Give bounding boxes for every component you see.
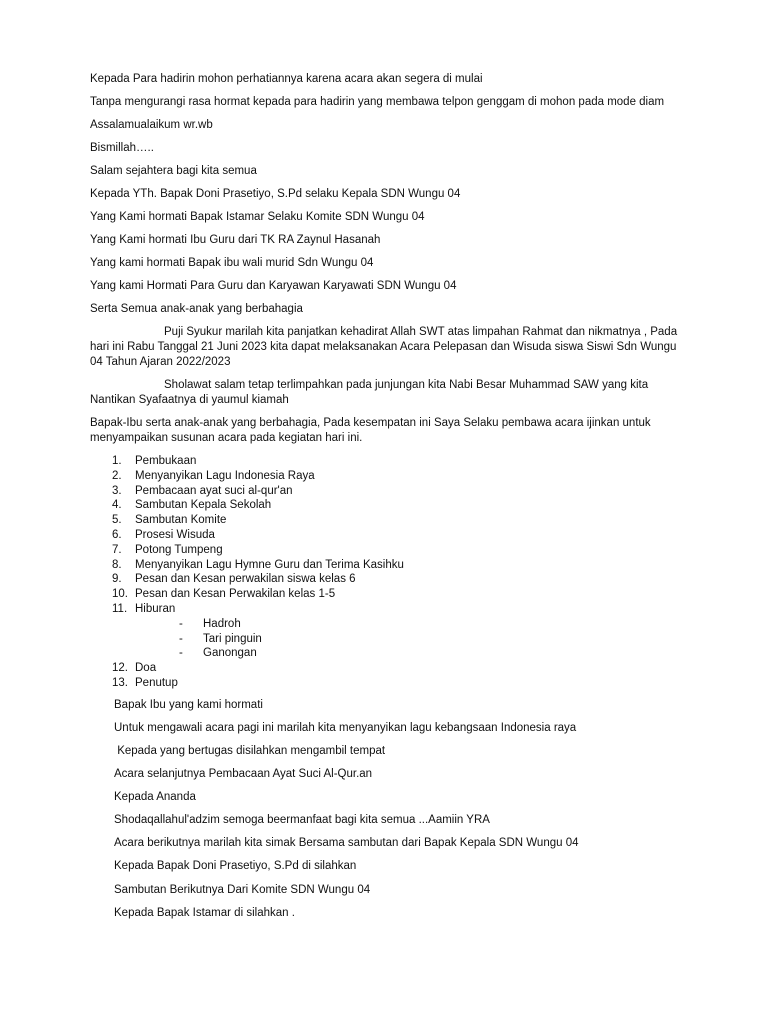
closing-paragraph: Bapak Ibu yang kami hormati [114,698,263,711]
agenda-number: 12. [112,662,128,675]
agenda-label: Hiburan [135,602,176,615]
agenda-item [90,558,680,573]
closing-paragraph: Sambutan Berikutnya Dari Komite SDN Wungu 04 [114,883,371,896]
agenda-label: Doa [135,662,157,675]
agenda-label: Pesan dan Kesan Perwakilan kelas 1-5 [135,588,336,601]
closing-section [114,698,680,921]
hiburan-label: Ganongan [203,647,257,660]
agenda-number: 7. [112,543,122,556]
hiburan-item [135,617,680,632]
intro-paragraph: Tanpa mengurangi rasa hormat kepada para hadirin yang membawa telpon genggam di mohon pada mode diam [90,96,665,108]
agenda-item [90,602,680,661]
hiburan-label: Tari pinguin [203,632,262,645]
agenda-item [90,543,680,558]
intro-paragraph: Yang Kami hormati Bapak Istamar Selaku Komite SDN Wungu 04 [90,211,425,223]
dash-bullet: - [179,647,183,660]
closing-paragraph: Kepada Bapak Doni Prasetiyo, S.Pd di silahkan [114,860,357,873]
intro-section [90,72,680,317]
agenda-number: 8. [112,558,122,571]
agenda-number: 10. [112,588,128,601]
agenda-number: 11. [112,602,128,615]
agenda-number: 13. [112,676,128,689]
agenda-number: 4. [112,499,122,512]
agenda-number: 9. [112,573,122,586]
closing-paragraph: Acara berikutnya marilah kita simak Bersama sambutan dari Bapak Kepala SDN Wungu 04 [114,837,579,850]
agenda-label: Pesan dan Kesan perwakilan siswa kelas 6 [135,573,356,586]
intro-paragraph: Yang Kami hormati Ibu Guru dari TK RA Zaynul Hasanah [90,234,381,246]
agenda-label: Pembacaan ayat suci al-qur'an [135,484,293,497]
dash-bullet: - [179,617,183,630]
agenda-label: Sambutan Komite [135,514,227,527]
intro-paragraph: Serta Semua anak-anak yang berbahagia [90,303,303,315]
intro-paragraph: Bismillah….. [90,142,154,154]
agenda-item [90,587,680,602]
agenda-item [90,572,680,587]
agenda-label: Penutup [135,676,178,689]
dash-bullet: - [179,632,183,645]
closing-paragraph: Kepada yang bertugas disilahkan mengambil tempat [114,744,386,757]
agenda-number: 2. [112,469,122,482]
agenda-item [90,661,680,676]
agenda-item [90,454,680,469]
intro-paragraph: Assalamualaikum wr.wb [90,119,213,131]
hiburan-sublist [135,617,680,661]
agenda-item [90,469,680,484]
agenda-item [90,484,680,499]
agenda-number: 5. [112,514,122,527]
agenda-item [90,676,680,691]
hiburan-item [135,632,680,647]
closing-paragraph: Kepada Bapak Istamar di silahkan . [114,906,295,919]
agenda-item [90,498,680,513]
agenda-label: Sambutan Kepala Sekolah [135,499,272,512]
agenda-number: 6. [112,528,122,541]
agenda-number: 3. [112,484,122,497]
intro-paragraph: Salam sejahtera bagi kita semua [90,165,257,177]
intro-paragraph: Kepada YTh. Bapak Doni Prasetiyo, S.Pd selaku Kepala SDN Wungu 04 [90,188,461,200]
agenda-intro: Bapak-Ibu serta anak-anak yang berbahagia, Pada kesempatan ini Saya Selaku pembawa acara ijinkan untuk menyampaikan susunan acara pada kegiatan hari ini. [90,417,651,444]
closing-paragraph: Shodaqallahul'adzim semoga beermanfaat bagi kita semua ...Aamiin YRA [114,814,490,827]
hiburan-item [135,646,680,661]
hiburan-label: Hadroh [203,617,241,630]
agenda-label: Potong Tumpeng [135,543,223,556]
gratitude-paragraph: Puji Syukur marilah kita panjatkan kehadirat Allah SWT atas limpahan Rahmat dan nikmatnya , Pada hari ini Rabu Tanggal 21 Juni 2023 kita dapat melaksanakan Acara Pelepasan dan Wisuda siswa Siswi Sdn Wungu 04 Tahun Ajaran 2022/2023 [90,326,678,368]
agenda-item [90,513,680,528]
intro-paragraph: Yang kami hormati Bapak ibu wali murid Sdn Wungu 04 [90,257,374,269]
agenda-label: Prosesi Wisuda [135,528,215,541]
agenda-label: Menyanyikan Lagu Indonesia Raya [135,469,315,482]
closing-paragraph: Untuk mengawali acara pagi ini marilah kita menyanyikan lagu kebangsaan Indonesia raya [114,721,577,734]
intro-paragraph: Kepada Para hadirin mohon perhatiannya karena acara akan segera di mulai [90,73,483,85]
agenda-label: Menyanyikan Lagu Hymne Guru dan Terima Kasihku [135,558,404,571]
closing-paragraph: Acara selanjutnya Pembacaan Ayat Suci Al-Qur.an [114,768,373,781]
agenda-number: 1. [112,455,122,467]
agenda-item [90,528,680,543]
agenda-list [90,454,680,691]
sholawat-paragraph: Sholawat salam tetap terlimpahkan pada junjungan kita Nabi Besar Muhammad SAW yang kita Nantikan Syafaatnya di yaumul kiamah [90,379,649,406]
intro-paragraph: Yang kami Hormati Para Guru dan Karyawan Karyawati SDN Wungu 04 [90,280,457,292]
closing-paragraph: Kepada Ananda [114,791,196,804]
agenda-label: Pembukaan [135,455,197,467]
document-page [90,72,680,929]
